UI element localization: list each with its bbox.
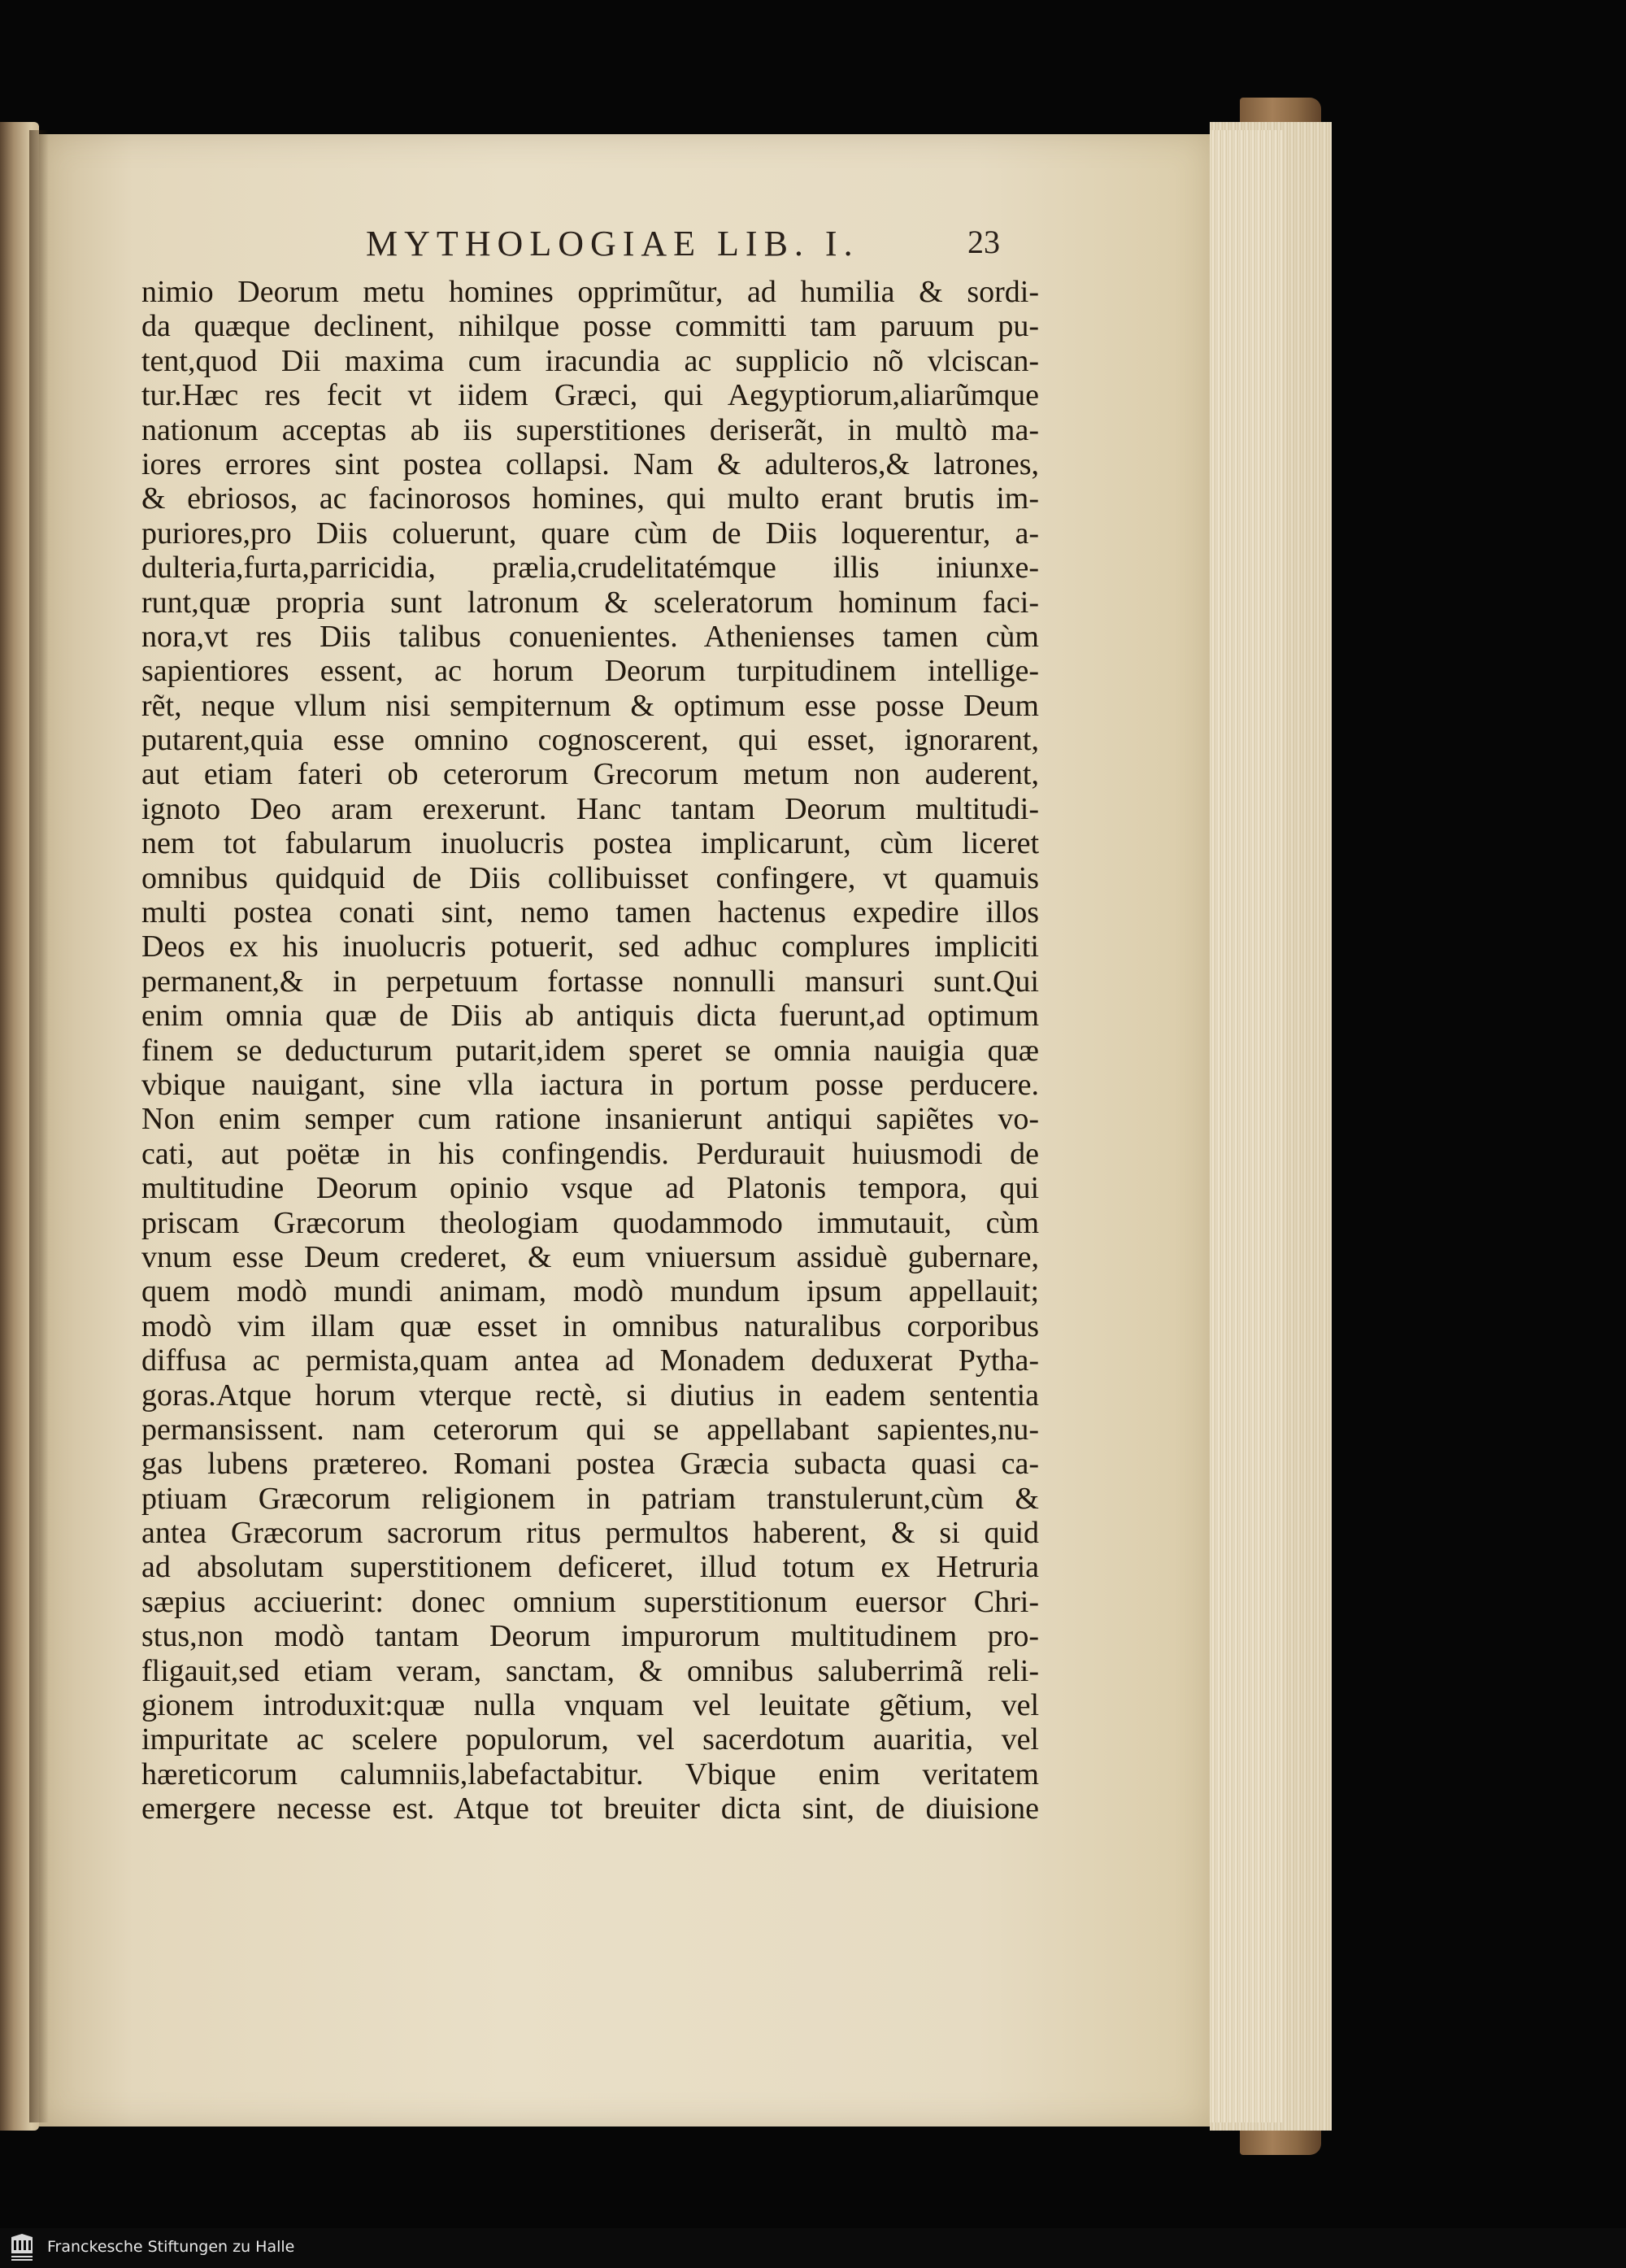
text-line: nem tot fabularum inuolucris postea implicarunt, cùm liceret: [141, 826, 1039, 861]
text-line: emergere necesse est. Atque tot breuiter dicta sint, de diuisione: [141, 1791, 1039, 1826]
text-line: puriores,pro Diis coluerunt, quare cùm de Diis loquerentur, a-: [141, 516, 1039, 551]
page-number: 23: [967, 224, 1000, 260]
text-line: finem se deducturum putarit,idem speret se omnia nauigia quæ: [141, 1033, 1039, 1068]
text-line: aut etiam fateri ob ceterorum Grecorum metum non auderent,: [141, 757, 1039, 792]
text-line: gionem introduxit:quæ nulla vnquam vel leuitate gẽtium, vel: [141, 1688, 1039, 1723]
text-line: quem modò mundi animam, modò mundum ipsum appellauit;: [141, 1274, 1039, 1309]
text-line: Non enim semper cum ratione insanierunt antiqui sapiẽtes vo-: [141, 1102, 1039, 1137]
text-line: permanent,& in perpetuum fortasse nonnulli mansuri sunt.Qui: [141, 964, 1039, 999]
text-line: rẽt, neque vllum nisi sempiternum & optimum esse posse Deum: [141, 688, 1039, 723]
text-line: vnum esse Deum crederet, & eum vniuersum assiduè gubernare,: [141, 1239, 1039, 1274]
footer-credit: Franckesche Stiftungen zu Halle: [47, 2238, 295, 2256]
text-line: nimio Deorum metu homines opprimũtur, ad humilia & sordi-: [141, 275, 1039, 309]
text-line: impuritate ac scelere populorum, vel sacerdotum auaritia, vel: [141, 1722, 1039, 1757]
text-line: enim omnia quæ de Diis ab antiquis dicta fuerunt,ad optimum: [141, 999, 1039, 1034]
text-line: nora,vt res Diis talibus conuenientes. Athenienses tamen cùm: [141, 619, 1039, 654]
text-line: nationum acceptas ab iis superstitiones deriserãt, in multò ma-: [141, 412, 1039, 447]
text-line: gas lubens prætereo. Romani postea Græcia subacta quasi ca-: [141, 1447, 1039, 1482]
text-line: modò vim illam quæ esset in omnibus naturalibus corporibus: [141, 1308, 1039, 1343]
institution-logo-icon: [10, 2234, 34, 2261]
text-line: putarent,quia esse omnino cognoscerent, qui esset, ignorarent,: [141, 723, 1039, 758]
text-line: ptiuam Græcorum religionem in patriam transtulerunt,cùm &: [141, 1481, 1039, 1516]
text-line: permansissent. nam ceterorum qui se appellabant sapientes,nu-: [141, 1412, 1039, 1447]
text-line: fligauit,sed etiam veram, sanctam, & omnibus saluberrimã reli-: [141, 1653, 1039, 1688]
text-line: multi postea conati sint, nemo tamen hactenus expedire illos: [141, 895, 1039, 930]
text-line: hæreticorum calumniis,labefactabitur. Vbique enim veritatem: [141, 1757, 1039, 1791]
text-line: Deos ex his inuolucris potuerit, sed adhuc complures impliciti: [141, 929, 1039, 964]
text-line: & ebriosos, ac facinorosos homines, qui multo erant brutis im-: [141, 481, 1039, 516]
text-line: cati, aut poëtæ in his confingendis. Perdurauit huiusmodi de: [141, 1136, 1039, 1171]
text-line: stus,non modò tantam Deorum impurorum multitudinem pro-: [141, 1619, 1039, 1654]
running-head: MYTHOLOGIAE LIB. I.: [366, 224, 859, 263]
text-line: dulteria,furta,parricidia, prælia,crudelitatémque illis iniunxe-: [141, 551, 1039, 586]
text-line: da quæque declinent, nihilque posse committi tam paruum pu-: [141, 309, 1039, 344]
text-line: antea Græcorum sacrorum ritus permultos haberent, & si quid: [141, 1516, 1039, 1551]
page-fore-edge: [1210, 130, 1283, 2122]
text-line: multitudine Deorum opinio vsque ad Platonis tempora, qui: [141, 1171, 1039, 1206]
text-line: runt,quæ propria sunt latronum & sceleratorum hominum faci-: [141, 585, 1039, 620]
text-line: goras.Atque horum vterque rectè, si diutius in eadem sententia: [141, 1378, 1039, 1413]
text-line: sæpius acciuerint: donec omnium superstitionum euersor Chri-: [141, 1584, 1039, 1619]
text-line: ad absolutam superstitionem deficeret, illud totum ex Hetruria: [141, 1550, 1039, 1585]
text-line: omnibus quidquid de Diis collibuisset confingere, vt quamuis: [141, 860, 1039, 895]
text-line: priscam Græcorum theologiam quodammodo immutauit, cùm: [141, 1205, 1039, 1240]
text-line: diffusa ac permista,quam antea ad Monadem deduxerat Pytha-: [141, 1343, 1039, 1378]
text-line: vbique nauigant, sine vlla iactura in portum posse perducere.: [141, 1067, 1039, 1102]
text-line: tent,quod Dii maxima cum iracundia ac supplicio nõ vlciscan-: [141, 343, 1039, 378]
text-line: sapientiores essent, ac horum Deorum turpitudinem intellige-: [141, 654, 1039, 689]
body-text: [141, 275, 1039, 1826]
gutter-shadow: [29, 130, 49, 2122]
text-line: tur.Hæc res fecit vt iidem Græci, qui Aegyptiorum,aliarũmque: [141, 378, 1039, 413]
text-line: iores errores sint postea collapsi. Nam & adulteros,& latrones,: [141, 446, 1039, 481]
text-line: ignoto Deo aram erexerunt. Hanc tantam Deorum multitudi-: [141, 791, 1039, 826]
